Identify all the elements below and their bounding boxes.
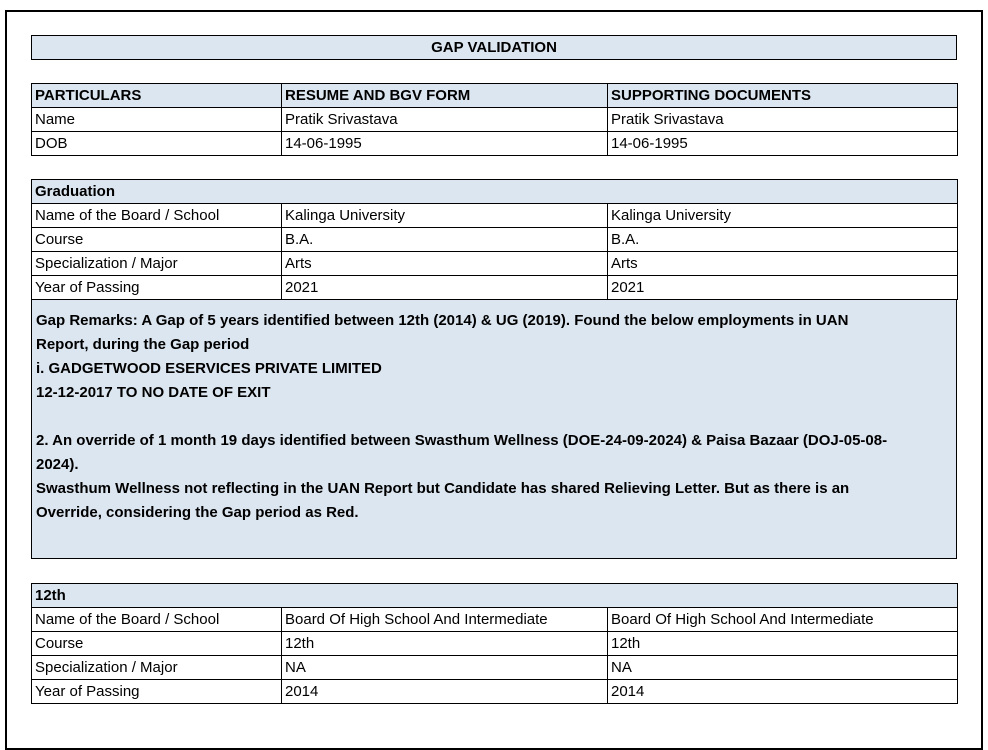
identity-header-row bbox=[32, 84, 958, 108]
remarks-line: Swasthum Wellness not reflecting in the UAN Report but Candidate has shared Relieving Letter. But as there is an bbox=[36, 480, 850, 497]
resume-value: 14-06-1995 bbox=[282, 132, 608, 156]
remarks-line: Override, considering the Gap period as Red. bbox=[36, 504, 359, 521]
row-label: Course bbox=[32, 228, 282, 252]
resume-value: NA bbox=[282, 656, 608, 680]
remarks-line: 2024). bbox=[36, 456, 79, 473]
row-label: Specialization / Major bbox=[32, 656, 282, 680]
table-row bbox=[32, 680, 958, 704]
resume-value: Arts bbox=[282, 252, 608, 276]
document-value: Kalinga University bbox=[608, 204, 958, 228]
document-value: 14-06-1995 bbox=[608, 132, 958, 156]
header-supporting-docs: SUPPORTING DOCUMENTS bbox=[608, 84, 958, 108]
document-value: Pratik Srivastava bbox=[608, 108, 958, 132]
section-heading: Graduation bbox=[32, 180, 958, 204]
table-row bbox=[32, 252, 958, 276]
section-heading-row bbox=[32, 180, 958, 204]
row-label: Year of Passing bbox=[32, 680, 282, 704]
resume-value: Pratik Srivastava bbox=[282, 108, 608, 132]
page-title: GAP VALIDATION bbox=[31, 35, 957, 60]
remarks-line: i. GADGETWOOD ESERVICES PRIVATE LIMITED bbox=[36, 360, 382, 377]
resume-value: 2014 bbox=[282, 680, 608, 704]
section-heading-row bbox=[32, 584, 958, 608]
table-row bbox=[32, 632, 958, 656]
header-particulars: PARTICULARS bbox=[32, 84, 282, 108]
row-label: Course bbox=[32, 632, 282, 656]
remarks-line: 12-12-2017 TO NO DATE OF EXIT bbox=[36, 384, 271, 401]
graduation-table bbox=[31, 179, 958, 300]
document-value: 2014 bbox=[608, 680, 958, 704]
row-label: Year of Passing bbox=[32, 276, 282, 300]
row-label: DOB bbox=[32, 132, 282, 156]
table-row bbox=[32, 132, 958, 156]
twelfth-table bbox=[31, 583, 958, 704]
row-label: Name of the Board / School bbox=[32, 608, 282, 632]
resume-value: 2021 bbox=[282, 276, 608, 300]
remarks-line: 2. An override of 1 month 19 days identified between Swasthum Wellness (DOE-24-09-2024) & Paisa Bazaar (DOJ-05-08- bbox=[36, 432, 888, 449]
remarks-line: Gap Remarks: A Gap of 5 years identified between 12th (2014) & UG (2019). Found the below employments in UAN bbox=[36, 312, 849, 329]
section-heading: 12th bbox=[32, 584, 958, 608]
table-row bbox=[32, 608, 958, 632]
table-row bbox=[32, 656, 958, 680]
row-label: Name of the Board / School bbox=[32, 204, 282, 228]
row-label: Specialization / Major bbox=[32, 252, 282, 276]
remarks-line: Report, during the Gap period bbox=[36, 336, 250, 353]
document-value: Arts bbox=[608, 252, 958, 276]
gap-remarks bbox=[31, 299, 957, 559]
table-row bbox=[32, 228, 958, 252]
table-row bbox=[32, 204, 958, 228]
document-value: Board Of High School And Intermediate bbox=[608, 608, 958, 632]
document-value: NA bbox=[608, 656, 958, 680]
resume-value: 12th bbox=[282, 632, 608, 656]
resume-value: B.A. bbox=[282, 228, 608, 252]
header-resume-bgv: RESUME AND BGV FORM bbox=[282, 84, 608, 108]
resume-value: Kalinga University bbox=[282, 204, 608, 228]
document-value: B.A. bbox=[608, 228, 958, 252]
table-row bbox=[32, 276, 958, 300]
document-value: 2021 bbox=[608, 276, 958, 300]
table-row bbox=[32, 108, 958, 132]
row-label: Name bbox=[32, 108, 282, 132]
identity-table bbox=[31, 83, 958, 156]
remarks-line bbox=[36, 405, 952, 429]
document-value: 12th bbox=[608, 632, 958, 656]
resume-value: Board Of High School And Intermediate bbox=[282, 608, 608, 632]
